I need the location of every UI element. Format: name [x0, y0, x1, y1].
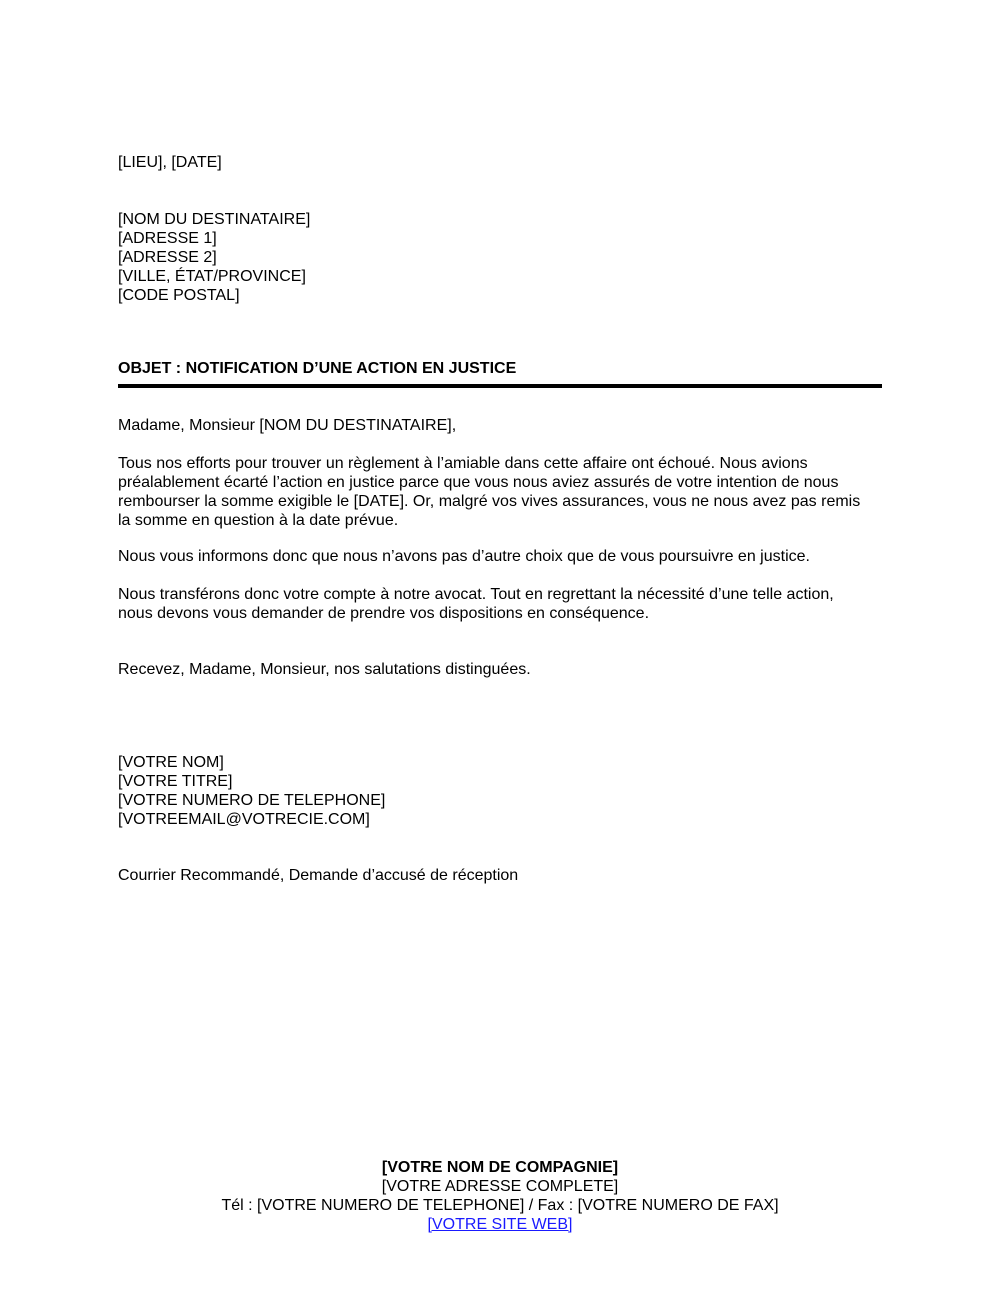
paragraph-3-line: Nous transférons donc votre compte à notre avocat. Tout en regrettant la nécessité d’une telle action, [118, 586, 834, 603]
signature-block [118, 753, 385, 829]
signature-title: [VOTRE TITRE] [118, 773, 233, 790]
paragraph-3-line: nous devons vous demander de prendre vos dispositions en conséquence. [118, 605, 650, 622]
paragraph-1-line: la somme en question à la date prévue. [118, 512, 399, 529]
signature-name: [VOTRE NOM] [118, 754, 224, 771]
paragraph-2: Nous vous informons donc que nous n’avons pas d’autre choix que de vous poursuivre en justice. [118, 548, 810, 565]
recipient-city-state: [VILLE, ÉTAT/PROVINCE] [118, 268, 306, 285]
paragraph-1-line: Tous nos efforts pour trouver un règlement à l’amiable dans cette affaire ont échoué. Nous avions [118, 455, 808, 472]
recipient-address2: [ADRESSE 2] [118, 249, 217, 266]
recipient-postal-code: [CODE POSTAL] [118, 287, 240, 304]
recipient-name: [NOM DU DESTINATAIRE] [118, 211, 311, 228]
signature-phone: [VOTRE NUMERO DE TELEPHONE] [118, 792, 386, 809]
footer-contact: Tél : [VOTRE NUMERO DE TELEPHONE] / Fax : [VOTRE NUMERO DE FAX] [221, 1197, 779, 1214]
paragraph-3 [118, 585, 834, 623]
paragraph-1-line: rembourser la somme exigible le [DATE]. Or, malgré vos vives assurances, vous ne nous avez pas remis [118, 493, 861, 510]
letterhead-footer [0, 1158, 1000, 1234]
footer-address: [VOTRE ADRESSE COMPLETE] [381, 1178, 619, 1195]
paragraph-1-line: préalablement écarté l’action en justice parce que vous nous aviez assurés de votre intention de nous [118, 474, 839, 491]
footer-website-link[interactable]: [VOTRE SITE WEB] [427, 1216, 573, 1233]
paragraph-1 [118, 454, 860, 530]
footer-company-name: [VOTRE NOM DE COMPAGNIE] [381, 1159, 619, 1176]
recipient-block [118, 210, 310, 305]
place-date: [LIEU], [DATE] [118, 154, 222, 171]
recipient-address1: [ADRESSE 1] [118, 230, 217, 247]
closing: Recevez, Madame, Monsieur, nos salutations distinguées. [118, 661, 531, 678]
subject-line: OBJET : NOTIFICATION D’UNE ACTION EN JUSTICE [118, 360, 517, 377]
subject-divider [118, 384, 882, 388]
delivery-note: Courrier Recommandé, Demande d’accusé de réception [118, 867, 519, 884]
signature-email: [VOTREEMAIL@VOTRECIE.COM] [118, 811, 370, 828]
salutation: Madame, Monsieur [NOM DU DESTINATAIRE], [118, 417, 457, 434]
